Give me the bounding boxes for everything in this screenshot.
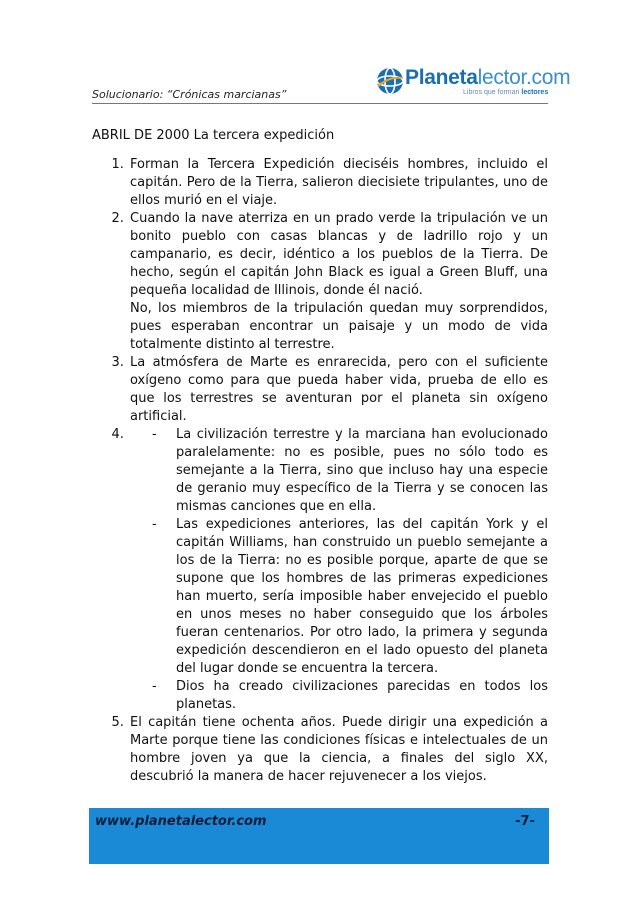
answer-4-option-3: - Dios ha creado civilizaciones parecidas en todos los planetas.	[152, 679, 548, 712]
logo-tagline: Libros que forman lectores	[463, 89, 549, 96]
dash-marker: -	[152, 679, 157, 694]
answer-4-option-1: 4. - La civilización terrestre y la marciana han evolucionado paralelamente: no es posible, pues no sólo todo es semejante a la Tierra, sino que incluso hay una especie de geranio muy específico de la Tierra y se conocen las mismas canciones que en ella.	[152, 427, 548, 514]
answer-4-option-2: - Las expediciones anteriores, las del capitán York y el capitán Williams, han construido un pueblo semejante a los de la Tierra: no es posible porque, aparte de que se supone que los hombres de las primeras expediciones han muerto, sería imposible haber envejecido el pueblo en unos meses no haber conseguido que los árboles fueran centenarios. Por otro lado, la primera y segunda expedición descendieron en el lado opuesto del planeta del lugar donde se encuentra la tercera.	[152, 517, 548, 676]
answers-body	[92, 156, 548, 786]
answer-item-3: 3. La atmósfera de Marte es enrarecida, pero con el suficiente oxígeno como para que pueda haber vida, prueba de ello es que los terrestres se aventuran por el planeta sin oxígeno artificial.	[128, 354, 548, 426]
answer-2-paragraph-2: No, los miembros de la tripulación quedan muy sorprendidos, pues esperaban encontrar un paisaje y un modo de vida totalmente distinto al terrestre.	[130, 301, 548, 352]
answer-item-1: 1. Forman la Tercera Expedición dieciséis hombres, incluido el capitán. Pero de la Tierra, salieron diecisiete tripulantes, uno de ellos murió en el viaje.	[128, 156, 548, 210]
footer-bar	[89, 808, 549, 864]
answer-2-paragraph-1: 2. Cuando la nave aterriza en un prado verde la tripulación ve un bonito pueblo con casas blancas y de ladrillo rojo y un campanario, es decir, idéntico a los pueblos de la Tierra. De hecho, según el capitán John Black es igual a Green Bluff, una pequeña localidad de Illinois, donde él nació.	[130, 211, 548, 298]
dash-marker: -	[152, 517, 157, 532]
page-number: -7-	[515, 814, 535, 829]
logo-wordmark: Planetalector.com	[405, 66, 571, 89]
answer-item-2	[128, 210, 548, 354]
footer-website-link[interactable]: www.planetalector.com	[95, 814, 267, 829]
answer-item-4	[128, 426, 548, 714]
answer-item-5: 5. El capitán tiene ochenta años. Puede dirigir una expedición a Marte porque tiene las condiciones físicas e intelectuales de un hombre joven ya que la ciencia, a finales del siglo XX, descubrió la manera de hacer rejuvenecer a los viejos.	[128, 714, 548, 786]
dash-marker: 4. -	[152, 427, 157, 442]
planetalector-logo	[375, 64, 571, 100]
section-title: ABRIL DE 2000 La tercera expedición	[92, 128, 335, 143]
header-divider	[92, 103, 548, 104]
answers-list	[92, 156, 548, 786]
globe-icon	[375, 66, 405, 96]
answer-4-options	[130, 426, 548, 714]
running-header: Solucionario: “Crónicas marcianas”	[92, 88, 287, 101]
